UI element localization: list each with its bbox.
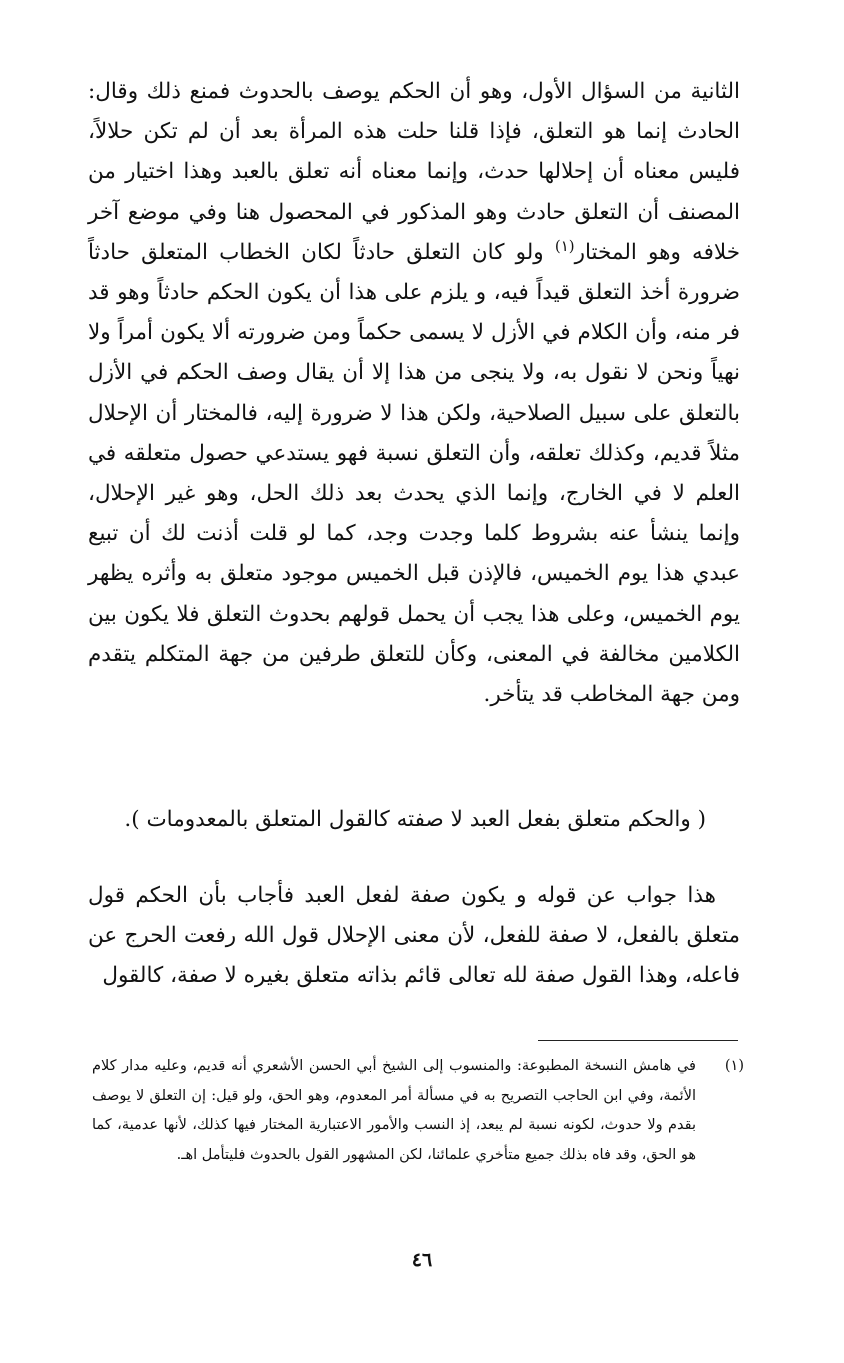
footnote-number: (١) <box>724 1058 744 1074</box>
commentary-paragraph: هذا جواب عن قوله و يكون صفة لفعل العبد فأجاب بأن الحكم قول متعلق بالفعل، لا صفة للفعل، لأن معنى الإحلال قول الله رفعت الحرج عن فاعله، وهذا القول صفة لله تعالى قائم بذاته متعلق بغيره لا صفة، كالقول <box>88 883 740 988</box>
footnote-reference[interactable]: (١) <box>554 236 575 255</box>
footnotes-section <box>92 1052 744 1170</box>
footnote-separator <box>538 1040 738 1041</box>
main-paragraph <box>88 72 740 715</box>
main-text-block <box>88 72 740 715</box>
matn-quote: ( والحكم متعلق بفعل العبد لا صفته كالقول المتعلق بالمعدومات ). <box>124 807 706 832</box>
commentary-block <box>88 876 740 996</box>
main-paragraph-part-2: ولو كان التعلق حادثاً لكان الخطاب المتعلق حادثاً ضرورة أخذ التعلق قيداً فيه، و يلزم على هذا أن يكون الحكم حادثاً وهو قد فر منه، وأن الكلام في الأزل لا يسمى حكماً ومن ضرورته ألا يكون أمراً ولا نهياً ونحن لا نقول به، ولا ينجى من هذا إلا أن يقال وصف الحكم في الأزل بالتعلق على سبيل الصلاحية، ولكن هذا لا ضرورة إليه، فالمختار أن الإحلال مثلاً قديم، وكذلك تعلقه، وأن التعلق نسبة فهو يستدعي حصول متعلقه في العلم لا في الخارج، وإنما الذي يحدث بعد ذلك الحل، وهو غير الإحلال، وإنما ينشأ عنه بشروط كلما وجدت وجد، كما لو قلت أذنت لك أن تبيع عبدي هذا يوم الخميس، فالإذن قبل الخميس موجود متعلق به وأثره يظهر يوم الخميس، وعلى هذا يجب أن يحمل قولهم بحدوث التعلق فلا يكون بين الكلامين مخالفة في المعنى، وكأن للتعلق طرفين من جهة المتكلم يتقدم ومن جهة المخاطب قد يتأخر. <box>88 239 740 708</box>
main-paragraph-part-1: الثانية من السؤال الأول، وهو أن الحكم يوصف بالحدوث فمنع ذلك وقال: الحادث إنما هو التعلق، فإذا قلنا حلت هذه المرأة بعد أن لم تكن حلالاً، فليس معناه أن إحلالها حدث، وإنما معناه أنه تعلق بالعبد وهذا اختيار من المصنف أن التعلق حادث وهو المذكور في المحصول هنا وفي موضع آخر خلافه وهو المختار <box>88 79 740 265</box>
page-number: ٤٦ <box>411 1249 433 1271</box>
footnote-item <box>92 1052 744 1170</box>
footnote-text: في هامش النسخة المطبوعة: والمنسوب إلى الشيخ أبي الحسن الأشعري أنه قديم، وعليه مدار كلام الأئمة، وفي ابن الحاجب التصريح به في مسألة أمر المعدوم، وهو الحق، ولو قيل: إن التعلق لا يوصف بقدم ولا حدوث، لكونه نسبة لم يبعد، إذ النسب والأمور الاعتبارية المختار فيها كذلك، لأنها عدمية، كما هو الحق، وقد فاه بذلك جميع متأخري علمائنا، لكن المشهور القول بالحدوث فليتأمل اهـ. <box>92 1058 696 1163</box>
